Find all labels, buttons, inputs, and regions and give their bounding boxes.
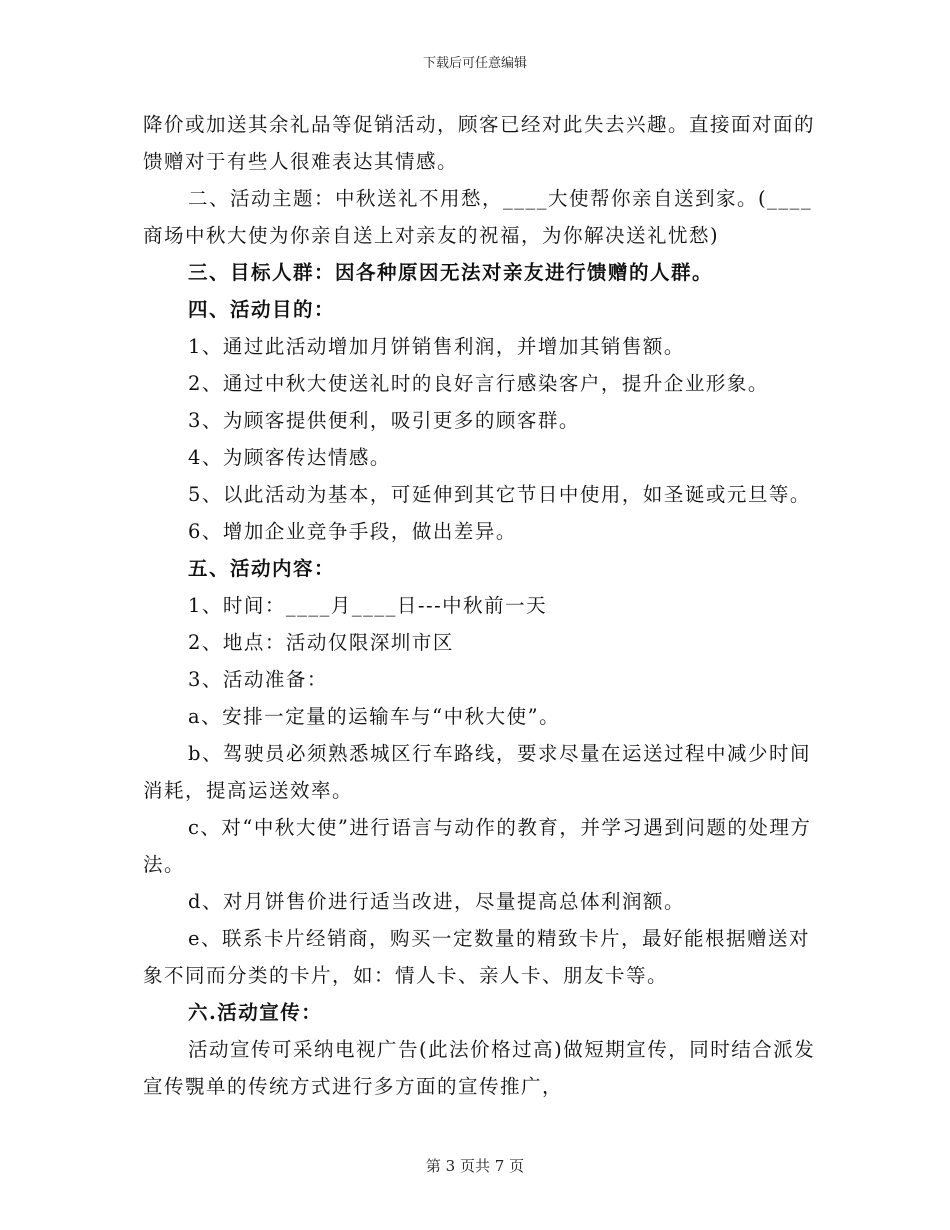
paragraph: a、安排一定量的运输车与“中秋大使”。: [188, 705, 561, 728]
paragraph: 1、通过此活动增加月饼销售利润，并增加其销售额。: [188, 335, 685, 358]
paragraph: c、对“中秋大使”进行语言与动作的教育，并学习遇到问题的处理方法。: [143, 816, 812, 876]
document-body: [143, 106, 823, 1105]
paragraph: 3、活动准备：: [188, 668, 328, 691]
paragraph: 4、为顾客传达情感。: [188, 446, 391, 469]
section-heading: 五、活动内容：: [188, 557, 336, 580]
paragraph: b、驾驶员必须熟悉城区行车路线，要求尽量在运送过程中减少时间消耗，提高运送效率。: [143, 742, 811, 802]
paragraph: 活动宣传可采纳电视广告(此法价格过高)做短期宣传，同时结合派发宣传覨单的传统方式进行多方面的宣传推广，: [143, 1038, 816, 1098]
paragraph: 6、增加企业竞争手段，做出差异。: [188, 520, 517, 543]
page-footer: 第 3 页共 7 页: [425, 1157, 525, 1175]
paragraph: 3、为顾客提供便利，吸引更多的顾客群。: [188, 409, 580, 432]
paragraph: 二、活动主题：中秋送礼不用愁，____大使帮你亲自送到家。(____商场中秋大使为你亲自送上对亲友的祝福，为你解决送礼忧愁): [143, 187, 813, 247]
paragraph: e、联系卡片经销商，购买一定数量的精致卡片，最好能根据赠送对象不同而分类的卡片，如：情人卡、亲人卡、朋友卡等。: [143, 927, 811, 987]
paragraph: 降价或加送其余礼品等促销活动，顾客已经对此失去兴趣。直接面对面的馈赠对于有些人很难表达其情感。: [143, 113, 816, 173]
section-heading: 四、活动目的：: [188, 298, 336, 321]
paragraph: 1、时间：____月____日---中秋前一天: [188, 594, 548, 617]
page-header: 下载后可任意编辑: [422, 56, 527, 71]
section-heading: 三、目标人群：因各种原因无法对亲友进行馈赠的人群。: [188, 261, 714, 284]
paragraph: 2、通过中秋大使送礼时的良好言行感染客户，提升企业形象。: [188, 372, 769, 395]
paragraph: 5、以此活动为基本，可延伸到其它节日中使用，如圣诞或元旦等。: [188, 483, 811, 506]
paragraph: 2、地点：活动仅限深圳市区: [188, 631, 454, 654]
section-heading: 六.活动宣传：: [188, 1001, 323, 1024]
paragraph: d、对月饼售价进行适当改进，尽量提高总体利润额。: [188, 890, 685, 913]
